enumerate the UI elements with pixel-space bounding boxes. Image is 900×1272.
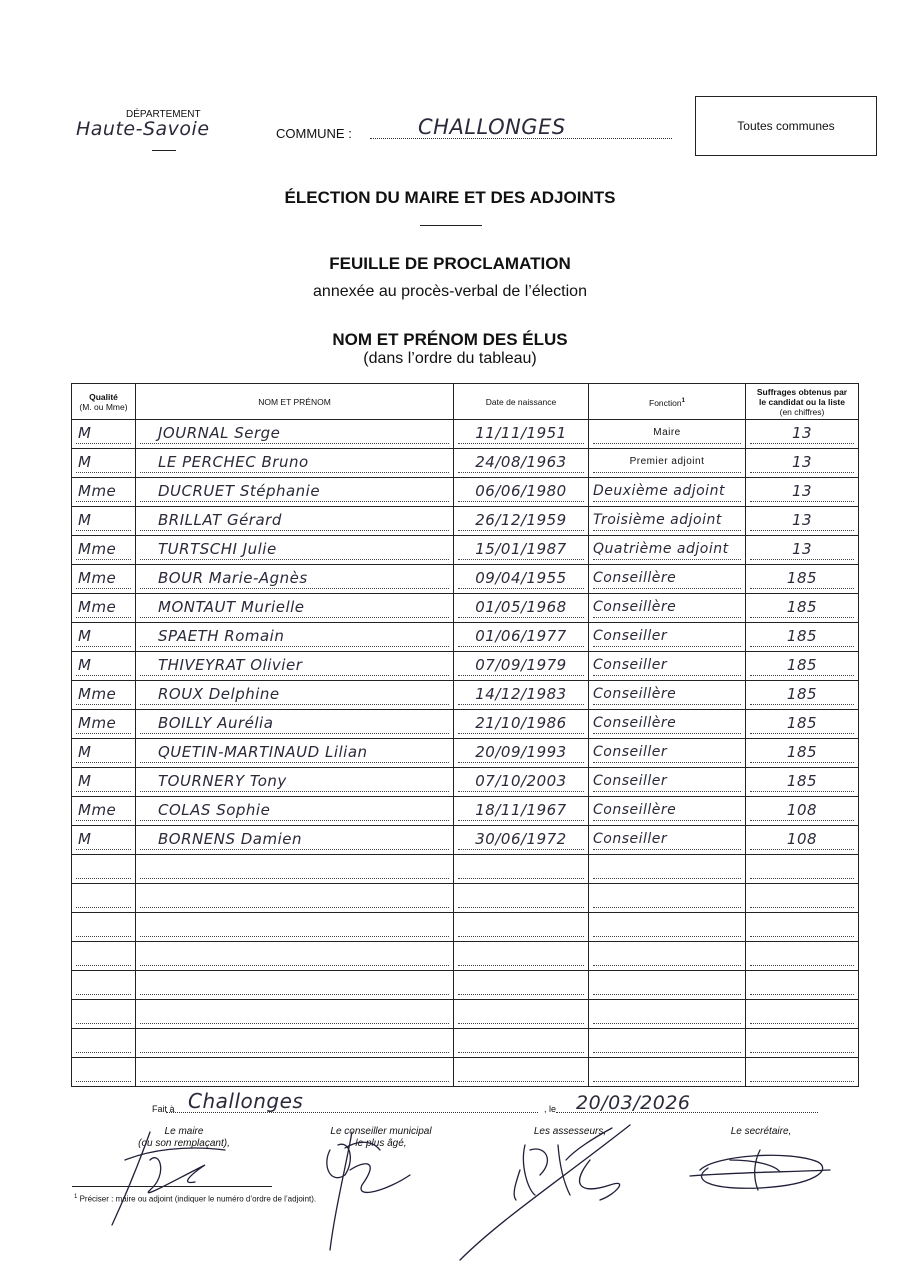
cell-value-date: 01/06/1977 <box>458 626 584 647</box>
cell-value-qualite: M <box>76 742 131 763</box>
signature-label-assesseurs: Les assesseurs, <box>533 1126 607 1137</box>
signature-label-secretaire: Le secrétaire, <box>730 1126 792 1137</box>
cell-value-suffrages: 108 <box>750 829 854 850</box>
commune-label: COMMUNE : <box>276 126 352 141</box>
cell-value-qualite: Mme <box>76 684 131 705</box>
commune-category-label: Toutes communes <box>737 119 835 133</box>
cell-value-suffrages: 185 <box>750 626 854 647</box>
cell-value-qualite: Mme <box>76 539 131 560</box>
signature-secretaire-icon <box>690 1150 830 1190</box>
header-qualite: Qualité (M. ou Mme) <box>72 384 136 420</box>
cell-value-suffrages: 13 <box>750 423 854 444</box>
cell-value-fonction: Conseillère <box>593 800 741 821</box>
cell-value-nom: TURTSCHI Julie <box>140 539 449 560</box>
cell-value-suffrages: 13 <box>750 452 854 473</box>
cell-value-qualite: M <box>76 626 131 647</box>
cell-value-suffrages: 185 <box>750 771 854 792</box>
cell-value-nom: SPAETH Romain <box>140 626 449 647</box>
cell-value-fonction: Conseiller <box>593 626 741 647</box>
cell-value-qualite: Mme <box>76 713 131 734</box>
cell-value-qualite: Mme <box>76 800 131 821</box>
cell-value-suffrages: 185 <box>750 655 854 676</box>
cell-value-suffrages: 185 <box>750 597 854 618</box>
cell-value-date: 11/11/1951 <box>458 423 584 444</box>
cell-value-fonction: Conseillère <box>593 684 741 705</box>
cell-value-nom: LE PERCHEC Bruno <box>140 452 449 473</box>
cell-value-nom: THIVEYRAT Olivier <box>140 655 449 676</box>
cell-value-nom: TOURNERY Tony <box>140 771 449 792</box>
cell-value-suffrages: 13 <box>750 510 854 531</box>
cell-value-fonction: Quatrième adjoint <box>593 539 741 560</box>
cell-value-qualite: M <box>76 452 131 473</box>
cell-value-nom: COLAS Sophie <box>140 800 449 821</box>
cell-value-qualite: M <box>76 423 131 444</box>
subtitle-annexe: annexée au procès-verbal de l’élection <box>313 283 587 300</box>
section-subtitle-ordre: (dans l’ordre du tableau) <box>363 350 537 367</box>
cell-value-date: 07/09/1979 <box>458 655 584 676</box>
cell-value-nom: ROUX Delphine <box>140 684 449 705</box>
commune-value: CHALLONGES <box>418 115 566 139</box>
signature-maire-icon <box>112 1132 225 1225</box>
cell-value-date: 01/05/1968 <box>458 597 584 618</box>
footnote: $^1$ Préciser : maire ou adjoint (indiquer le numéro d’ordre de l’adjoint). <box>74 1194 317 1204</box>
header-nom: NOM ET PRÉNOM <box>136 384 454 420</box>
header-date: Date de naissance <box>454 384 589 420</box>
cell-value-qualite: Mme <box>76 568 131 589</box>
departement-value: Haute-Savoie <box>76 118 210 140</box>
cell-value-qualite: M <box>76 655 131 676</box>
cell-value-date: 15/01/1987 <box>458 539 584 560</box>
cell-value-qualite: Mme <box>76 481 131 502</box>
fait-a-value: Challonges <box>188 1089 304 1113</box>
date-value: 20/03/2026 <box>576 1092 691 1114</box>
subtitle-feuille: FEUILLE DE PROCLAMATION <box>329 254 571 273</box>
cell-value-qualite: M <box>76 510 131 531</box>
cell-value-suffrages: 13 <box>750 539 854 560</box>
cell-value-date: 24/08/1963 <box>458 452 584 473</box>
cell-value-fonction: Troisième adjoint <box>593 510 741 531</box>
header-fonction: Fonction$^1$ <box>589 384 746 420</box>
cell-value-suffrages: 108 <box>750 800 854 821</box>
cell-value-qualite: Mme <box>76 597 131 618</box>
cell-value-date: 09/04/1955 <box>458 568 584 589</box>
cell-value-date: 26/12/1959 <box>458 510 584 531</box>
cell-value-nom: DUCRUET Stéphanie <box>140 481 449 502</box>
cell-value-fonction: Conseillère <box>593 568 741 589</box>
cell-value-nom: MONTAUT Murielle <box>140 597 449 618</box>
signature-assesseurs-icon <box>460 1125 630 1260</box>
cell-value-fonction: Premier adjoint <box>593 452 741 473</box>
header-suffrages: Suffrages obtenus par le candidat ou la liste (en chiffres) <box>746 384 859 420</box>
cell-value-fonction: Conseillère <box>593 597 741 618</box>
signature-label-maire: Le maire (ou son remplaçant), <box>138 1126 230 1149</box>
departement-label: DÉPARTEMENT <box>126 109 201 120</box>
signature-label-conseiller: Le conseiller municipal le plus âgé, <box>330 1126 432 1149</box>
cell-value-qualite: M <box>76 829 131 850</box>
signature-conseiller-icon <box>327 1132 410 1250</box>
cell-value-fonction: Deuxième adjoint <box>593 481 741 502</box>
cell-value-date: 06/06/1980 <box>458 481 584 502</box>
cell-value-nom: BORNENS Damien <box>140 829 449 850</box>
cell-value-nom: JOURNAL Serge <box>140 423 449 444</box>
cell-value-nom: BRILLAT Gérard <box>140 510 449 531</box>
cell-value-nom: QUETIN-MARTINAUD Lilian <box>140 742 449 763</box>
cell-value-suffrages: 185 <box>750 568 854 589</box>
section-title-elus: NOM ET PRÉNOM DES ÉLUS <box>332 330 568 349</box>
fait-a-label: Fait à <box>152 1104 175 1114</box>
cell-value-date: 07/10/2003 <box>458 771 584 792</box>
cell-value-nom: BOUR Marie-Agnès <box>140 568 449 589</box>
cell-value-fonction: Conseillère <box>593 713 741 734</box>
cell-value-date: 21/10/1986 <box>458 713 584 734</box>
cell-value-fonction: Conseiller <box>593 829 741 850</box>
cell-value-suffrages: 185 <box>750 713 854 734</box>
cell-value-date: 30/06/1972 <box>458 829 584 850</box>
cell-value-fonction: Conseiller <box>593 771 741 792</box>
cell-value-date: 18/11/1967 <box>458 800 584 821</box>
cell-value-date: 14/12/1983 <box>458 684 584 705</box>
cell-value-suffrages: 13 <box>750 481 854 502</box>
cell-value-fonction: Maire <box>593 423 741 444</box>
date-label: , le <box>544 1104 557 1114</box>
page-title: ÉLECTION DU MAIRE ET DES ADJOINTS <box>284 188 616 207</box>
cell-value-nom: BOILLY Aurélia <box>140 713 449 734</box>
cell-value-fonction: Conseiller <box>593 655 741 676</box>
cell-value-fonction: Conseiller <box>593 742 741 763</box>
cell-value-suffrages: 185 <box>750 742 854 763</box>
cell-value-date: 20/09/1993 <box>458 742 584 763</box>
cell-value-suffrages: 185 <box>750 684 854 705</box>
cell-value-qualite: M <box>76 771 131 792</box>
